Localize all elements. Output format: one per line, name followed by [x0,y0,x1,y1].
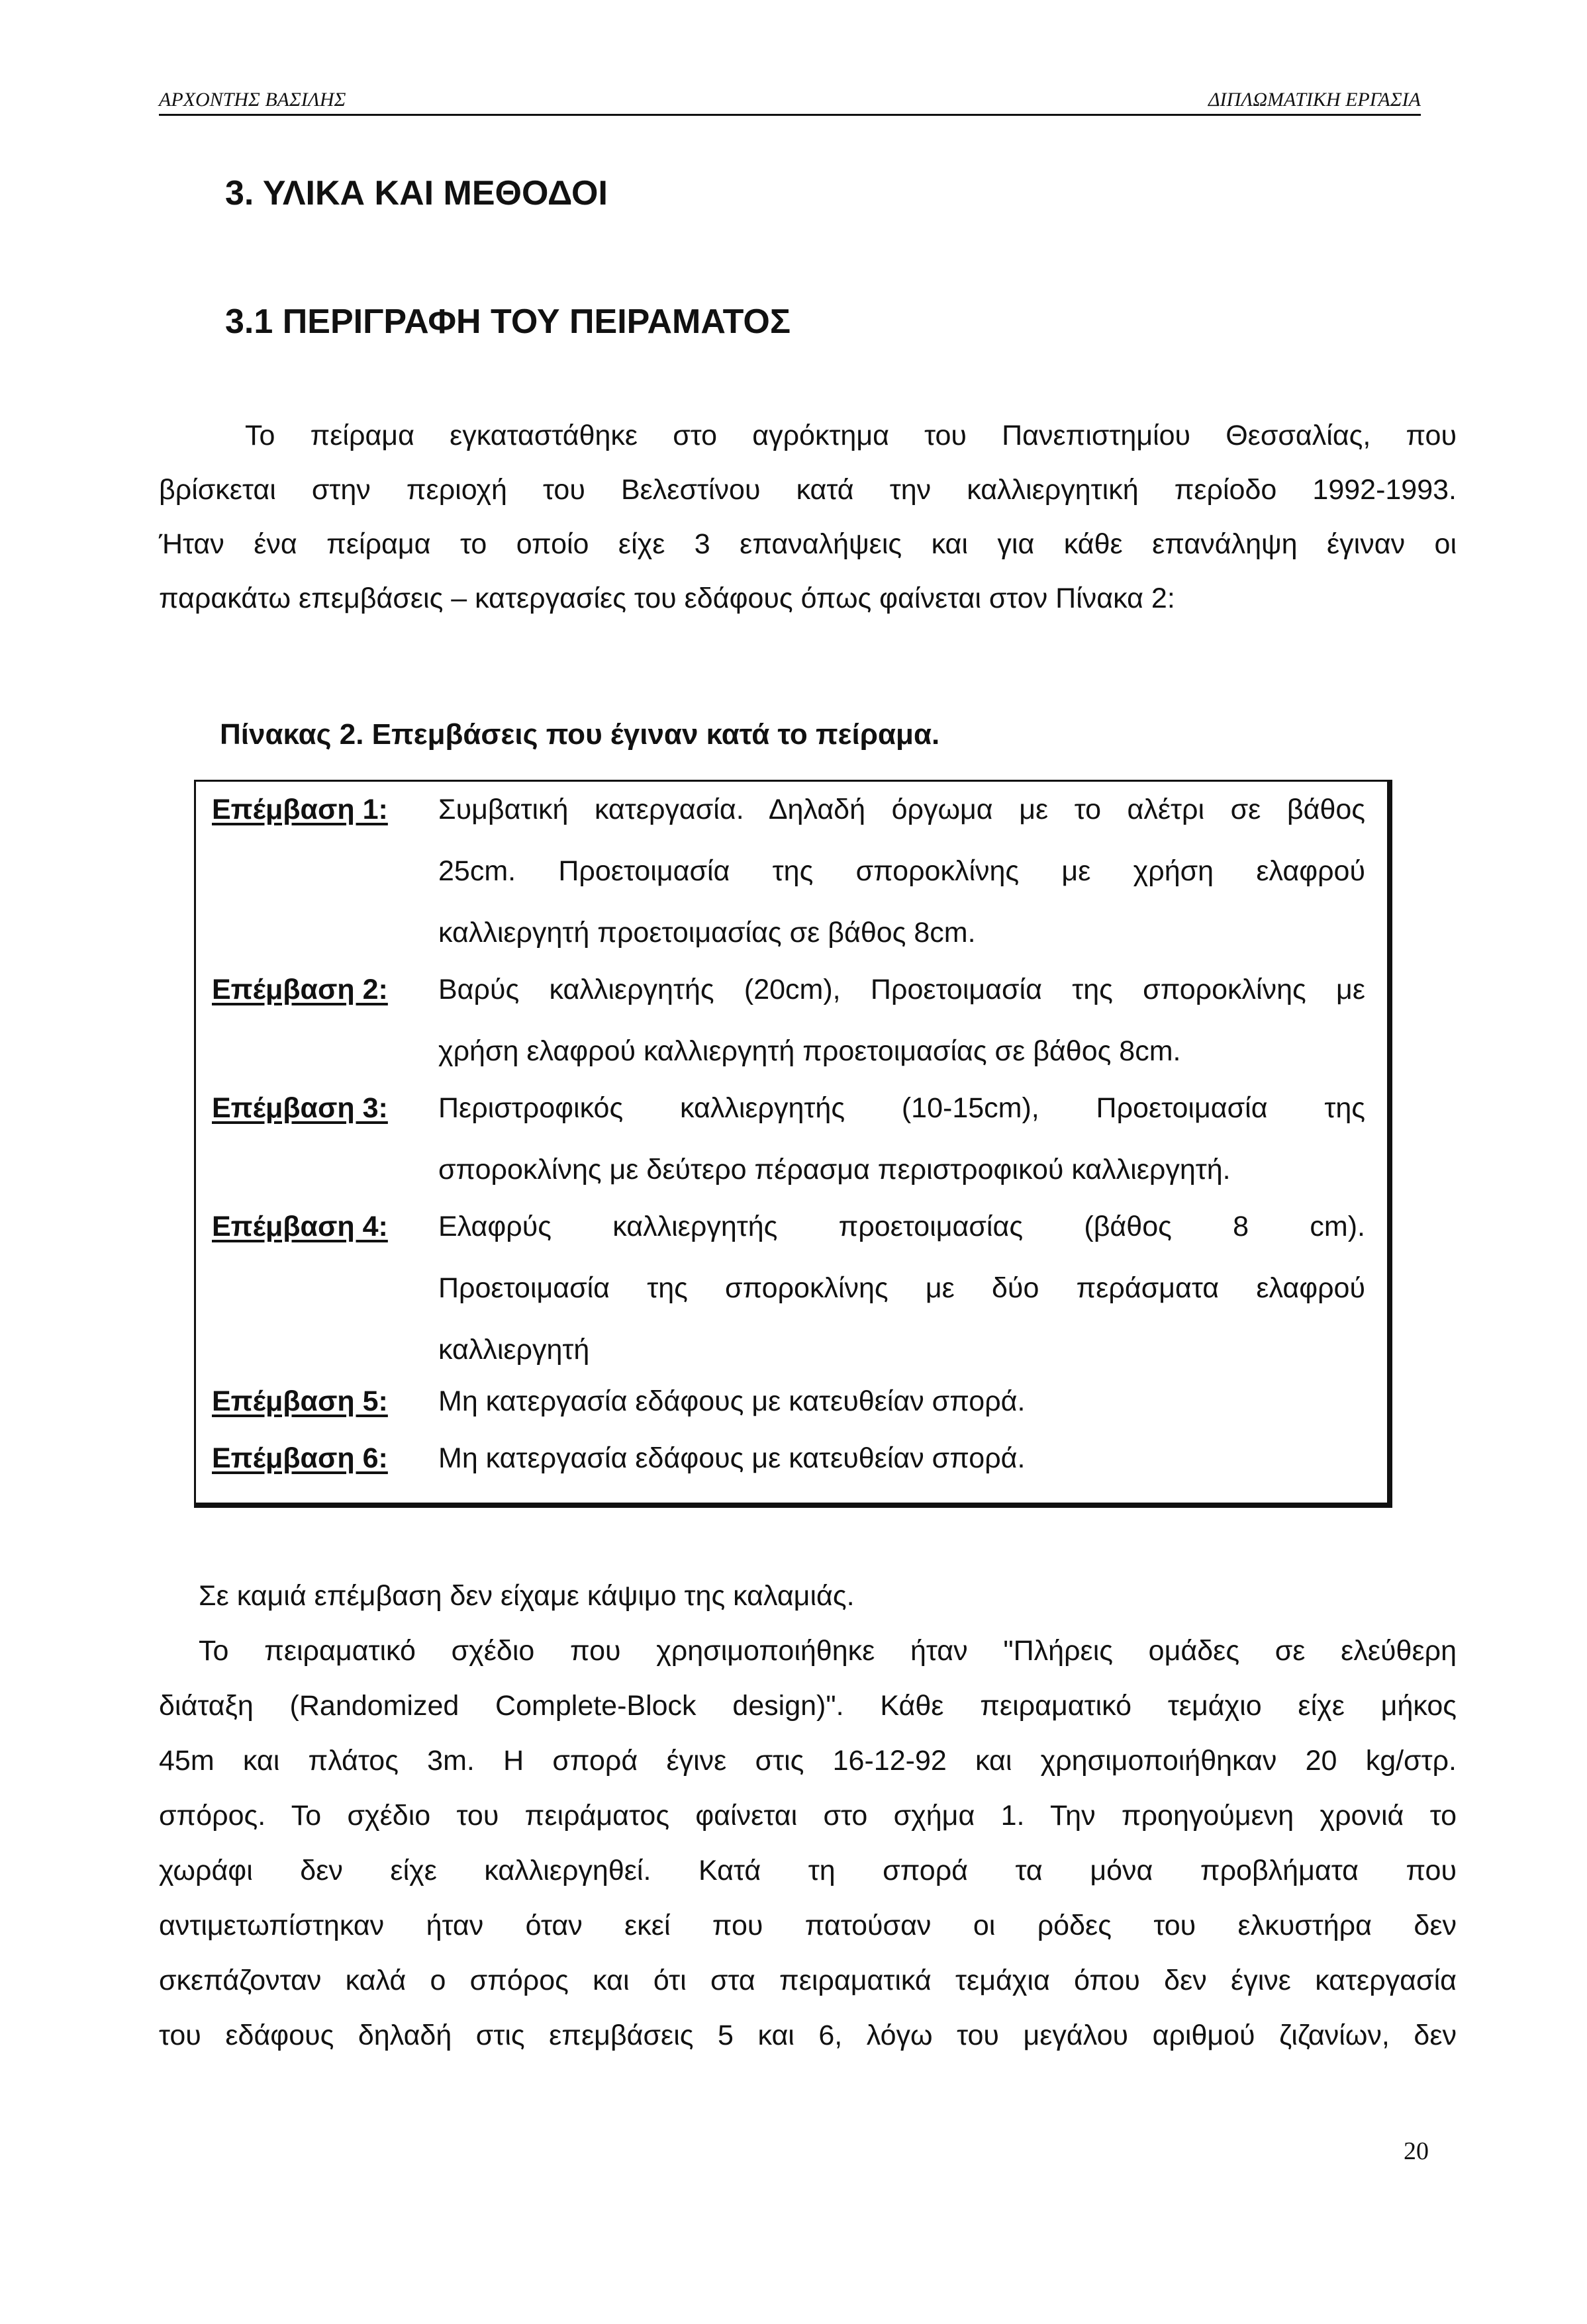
section-heading: 3. ΥΛΙΚΑ ΚΑΙ ΜΕΘΟΔΟΙ [225,174,608,212]
treatment-label: Επέμβαση 3: [212,1092,388,1124]
description-line: χρήση ελαφρού καλλιεργητή προετοιμασίας σε βάθος 8cm. [438,1035,1181,1067]
running-header [159,85,1421,116]
paragraph-line: σπόρος. Το σχέδιο του πειράματος φαίνεται στο σχήμα 1. Την προηγούμενη χρονιά το [159,1800,1457,1832]
treatments-table [194,780,1392,1508]
treatment-description [438,791,1365,976]
subsection-heading: 3.1 ΠΕΡΙΓΡΑΦΗ ΤΟΥ ΠΕΙΡΑΜΑΤΟΣ [225,302,791,341]
treatment-label: Επέμβαση 4: [212,1211,388,1242]
treatment-description [438,1090,1365,1213]
paragraph-line: Σε καμιά επέμβαση δεν είχαμε κάψιμο της καλαμιάς. [199,1580,855,1612]
paragraph-line: Ήταν ένα πείραμα το οποίο είχε 3 επαναλήψεις και για κάθε επανάληψη έγιναν οι [159,528,1457,560]
treatment-label: Επέμβαση 5: [212,1385,388,1417]
description-line: Βαρύς καλλιεργητής (20cm), Προετοιμασία της σποροκλίνης με [438,974,1365,1005]
description-line: Συμβατική κατεργασία. Δηλαδή όργωμα με το αλέτρι σε βάθος [438,794,1365,825]
paragraph-line: σκεπάζονταν καλά ο σπόρος και ότι στα πειραματικά τεμάχια όπου δεν έγινε κατεργασία [159,1965,1457,1996]
description-line: Μη κατεργασία εδάφους με κατευθείαν σπορά. [438,1385,1026,1417]
treatment-description [438,971,1365,1094]
description-line: σποροκλίνης με δεύτερο πέρασμα περιστροφικού καλλιεργητή. [438,1154,1231,1185]
treatment-description [438,1383,1365,1444]
description-line: Περιστροφικός καλλιεργητής (10-15cm), Προετοιμασία της [438,1092,1365,1124]
header-document-type: ΔΙΠΛΩΜΑΤΙΚΗ ΕΡΓΑΣΙΑ [1208,89,1421,111]
paragraph-line: αντιμετωπίστηκαν ήταν όταν εκεί που πατούσαν οι ρόδες του ελκυστήρα δεν [159,1910,1457,1941]
description-line: 25cm. Προετοιμασία της σποροκλίνης με χρήση ελαφρού [438,855,1365,887]
treatment-label: Επέμβαση 1: [212,794,388,825]
paragraph-line: 45m και πλάτος 3m. Η σπορά έγινε στις 16-12-92 και χρησιμοποιήθηκαν 20 kg/στρ. [159,1745,1457,1777]
paragraph-line: του εδάφους δηλαδή στις επεμβάσεις 5 και 6, λόγω του μεγάλου αριθμού ζιζανίων, δεν [159,2020,1457,2051]
description-line: καλλιεργητή [438,1334,590,1366]
treatment-description [438,1208,1365,1393]
paragraph-line: διάταξη (Randomized Complete-Block design)". Κάθε πειραματικό τεμάχιο είχε μήκος [159,1690,1457,1722]
treatment-label: Επέμβαση 2: [212,974,388,1005]
paragraph-line: Το πείραμα εγκαταστάθηκε στο αγρόκτημα του Πανεπιστημίου Θεσσαλίας, που [245,420,1457,451]
description-line: Προετοιμασία της σποροκλίνης με δύο περάσματα ελαφρού [438,1272,1365,1304]
treatment-label: Επέμβαση 6: [212,1442,388,1474]
paragraph-line: βρίσκεται στην περιοχή του Βελεστίνου κατά την καλλιεργητική περίοδο 1992-1993. [159,474,1457,506]
description-line: Μη κατεργασία εδάφους με κατευθείαν σπορά. [438,1442,1026,1474]
description-line: καλλιεργητή προετοιμασίας σε βάθος 8cm. [438,917,976,949]
paragraph-line: παρακάτω επεμβάσεις – κατεργασίες του εδάφους όπως φαίνεται στον Πίνακα 2: [159,582,1175,614]
header-author: ΑΡΧΟΝΤΗΣ ΒΑΣΙΛΗΣ [159,89,346,111]
paragraph-line: Το πειραματικό σχέδιο που χρησιμοποιήθηκε ήταν "Πλήρεις ομάδες σε ελεύθερη [199,1635,1457,1667]
treatment-description [438,1440,1365,1501]
paragraph-line: χωράφι δεν είχε καλλιεργηθεί. Κατά τη σπορά τα μόνα προβλήματα που [159,1855,1457,1886]
page-number: 20 [1404,2137,1429,2165]
table-caption: Πίνακας 2. Επεμβάσεις που έγιναν κατά το πείραμα. [220,718,940,751]
description-line: Ελαφρύς καλλιεργητής προετοιμασίας (βάθος 8 cm). [438,1211,1365,1242]
